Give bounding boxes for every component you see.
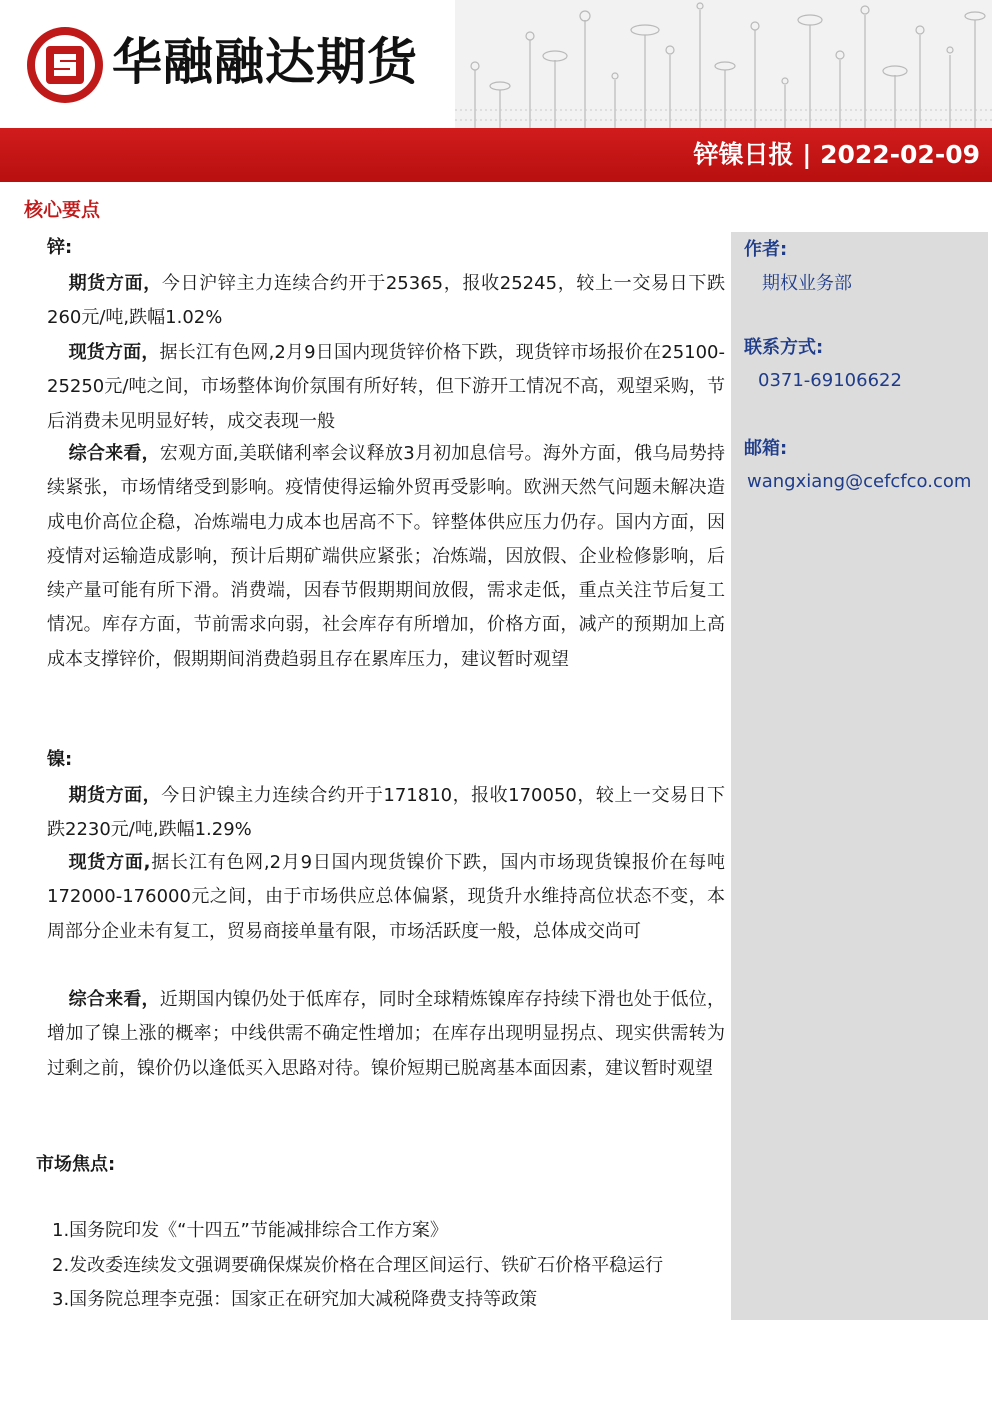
nickel-futures-paragraph: [47, 779, 725, 848]
list-item: 3.国务院总理李克强：国家正在研究加大减税降费支持等政策: [52, 1289, 538, 1310]
company-logo-icon: [24, 24, 106, 106]
zinc-summary-text: 宏观方面,美联储利率会议释放3月初加息信号。海外方面，俄乌局势持续紧张，市场情绪受到影响。疫情使得运输外贸再受影响。欧洲天然气问题未解决造成电价高位企稳，冶炼端电力成本也居高不下。锌整体供应压力仍存。国内方面，因疫情对运输造成影响，预计后期矿端供应紧张；冶炼端，因放假、企业检修影响，后续产量可能有所下滑。消费端，因春节假期期间放假，需求走低，重点关注节后复工情况。库存方面，节前需求向弱，社会库存有所增加，价格方面，减产的预期加上高成本支撑锌价，假期期间消费趋弱且存在累库压力，建议暂时观望: [47, 443, 726, 670]
market-focus-list: [52, 1214, 663, 1318]
market-focus-title: 市场焦点:: [36, 1154, 116, 1175]
contact-label: 联系方式:: [744, 337, 824, 358]
email-label: 邮箱:: [744, 438, 788, 459]
list-item: 2.发改委连续发文强调要确保煤炭价格在合理区间运行、铁矿石价格平稳运行: [52, 1254, 664, 1276]
zinc-summary-paragraph: [47, 437, 725, 677]
author-value: 期权业务部: [762, 273, 852, 294]
section-title: 核心要点: [24, 199, 101, 221]
nickel-spot-text: 据长江有色网,2月9日国内现货镍价下跌，国内市场现货镍报价在每吨172000-176000元之间，由于市场供应总体偏紧，现货升水维持高位状态不变，本周部分企业未有复工，贸易商接单量有限，市场活跃度一般，总体成交尚可: [47, 852, 725, 942]
header-decoration: [455, 0, 992, 130]
nickel-summary-paragraph: [47, 983, 725, 1086]
zinc-futures-label: 期货方面，: [68, 273, 162, 294]
nickel-heading: 镍:: [47, 749, 73, 770]
zinc-futures-text: 今日沪锌主力连续合约开于25365，报收25245，较上一交易日下跌260元/吨,跌幅1.02%: [47, 273, 725, 329]
zinc-futures-paragraph: [47, 267, 725, 336]
company-name: 华融融达期货: [112, 33, 418, 91]
zinc-heading: 锌:: [47, 237, 73, 258]
zinc-spot-paragraph: [47, 336, 725, 439]
zinc-summary-label: 综合来看，: [68, 443, 160, 464]
nickel-spot-paragraph: [47, 846, 725, 949]
author-label: 作者:: [744, 239, 788, 260]
nickel-spot-label: 现货方面,: [68, 852, 151, 873]
email-value[interactable]: wangxiang@cefcfco.com: [747, 471, 972, 492]
nickel-summary-label: 综合来看，: [68, 989, 160, 1010]
report-title: 锌镍日报 | 2022-02-09: [693, 140, 980, 169]
sidebar: [731, 232, 988, 1320]
list-item: 1.国务院印发《“十四五”节能减排综合工作方案》: [52, 1220, 448, 1241]
contact-value: 0371-69106622: [758, 370, 902, 391]
nickel-futures-label: 期货方面，: [68, 785, 162, 806]
zinc-spot-label: 现货方面，: [68, 342, 160, 363]
nickel-summary-text: 近期国内镍仍处于低库存，同时全球精炼镍库存持续下滑也处于低位，增加了镍上涨的概率；中线供需不确定性增加；在库存出现明显拐点、现实供需转为过剩之前，镍价仍以逢低买入思路对待。镍价短期已脱离基本面因素，建议暂时观望: [47, 989, 725, 1079]
zinc-spot-text: 据长江有色网,2月9日国内现货锌价格下跌，现货锌市场报价在25100-25250元/吨之间，市场整体询价氛围有所好转，但下游开工情况不高，观望采购，节后消费未见明显好转，成交表现一般: [47, 342, 725, 432]
nickel-futures-text: 今日沪镍主力连续合约开于171810，报收170050，较上一交易日下跌2230元/吨,跌幅1.29%: [47, 785, 725, 841]
